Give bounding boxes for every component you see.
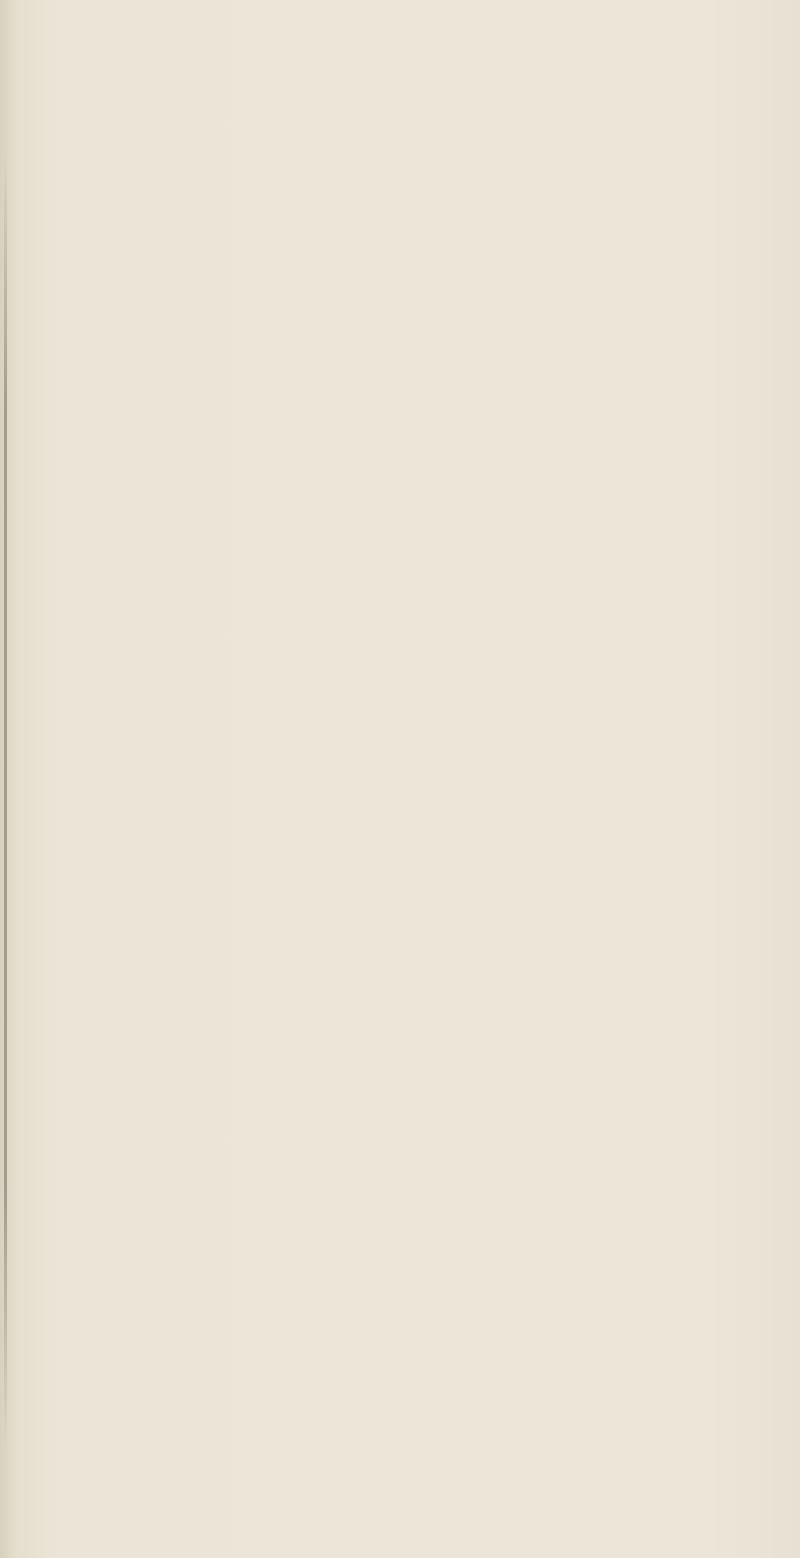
running-head — [230, 22, 560, 66]
binding-shadow — [4, 150, 7, 1450]
